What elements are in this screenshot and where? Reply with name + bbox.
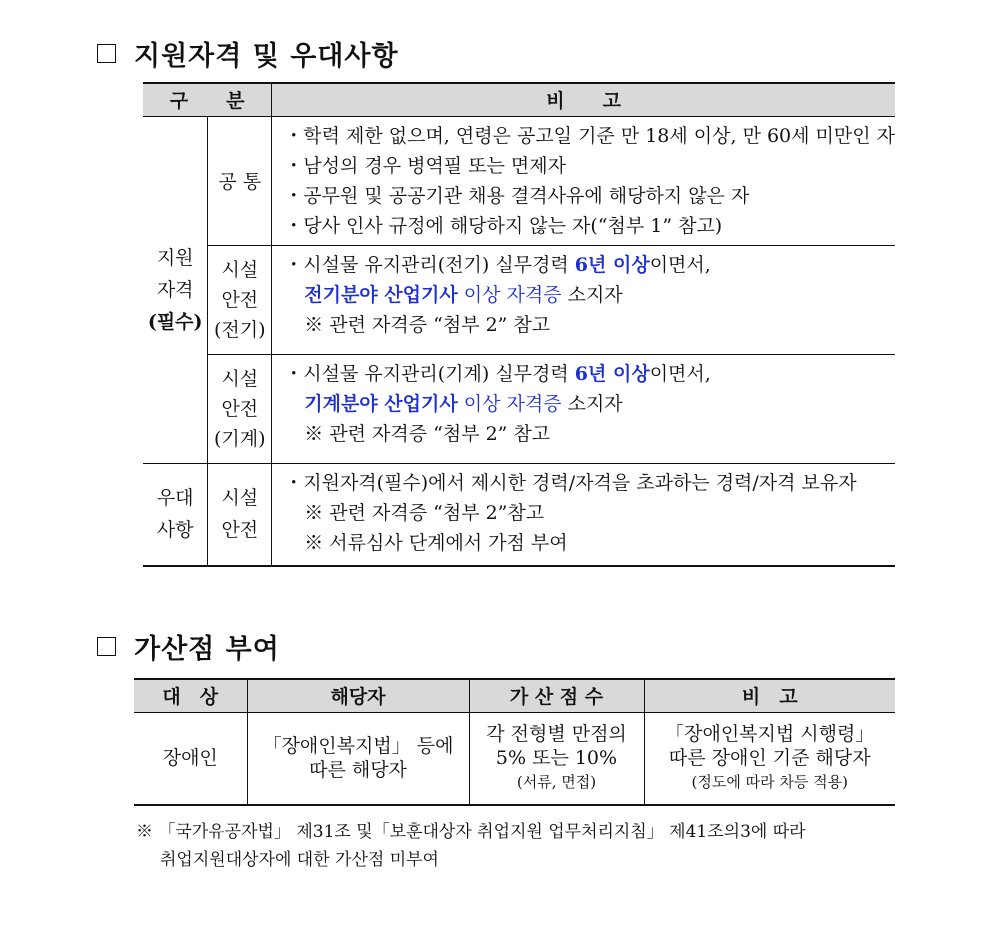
table-header-row	[134, 679, 895, 712]
list-item: ・학력 제한 없으며, 연령은 공고일 기준 만 18세 이상, 만 60세 미만인 자	[284, 124, 895, 147]
section-title-text: 가산점 부여	[134, 634, 280, 665]
label-mechanical: 시설 안전 (기계)	[208, 354, 272, 463]
qualifications-table	[143, 82, 895, 567]
list-item: ・당사 인사 규정에 해당하지 않는 자(“첨부 1” 참고)	[284, 214, 723, 237]
label-electric: 시설 안전 (전기)	[208, 245, 272, 354]
list-item: ・시설물 유지관리(기계) 실무경력 6년 이상이면서,	[284, 362, 711, 385]
group-required: 지원 자격 (필수)	[143, 116, 208, 463]
list-item: ※ 관련 자격증 “첨부 2” 참고	[304, 422, 551, 445]
list-item: ・시설물 유지관리(전기) 실무경력 6년 이상이면서,	[284, 253, 711, 276]
group-preferred: 우대 사항	[143, 463, 208, 566]
section-title-bonus	[97, 627, 280, 666]
cell-eligible: 「장애인복지법」 등에 따른 해당자	[247, 712, 469, 805]
list-item: ※ 관련 자격증 “첨부 2”참고	[304, 501, 545, 524]
label-common: 공 통	[208, 116, 272, 245]
table-row-mechanical	[143, 354, 895, 463]
header-points: 가 산 점 수	[469, 679, 644, 712]
header-remarks: 비 고	[272, 83, 895, 116]
table-row-common	[143, 116, 895, 245]
section-title-text: 지원자격 및 우대사항	[134, 41, 399, 72]
cell-points: 각 전형별 만점의 5% 또는 10% (서류, 면접)	[469, 712, 644, 805]
checkbox-square-icon	[97, 637, 116, 656]
list-item: ※ 서류심사 단계에서 가점 부여	[304, 531, 568, 554]
table-header-row	[143, 83, 895, 116]
table-row-electric	[143, 245, 895, 354]
header-target: 대 상	[134, 679, 247, 712]
cell-target: 장애인	[134, 712, 247, 805]
table-row-preferred	[143, 463, 895, 566]
list-item: 기계분야 산업기사 이상 자격증 소지자	[304, 392, 623, 415]
electric-requirements	[272, 245, 895, 354]
list-item: 전기분야 산업기사 이상 자격증 소지자	[304, 283, 623, 306]
list-item: ・남성의 경우 병역필 또는 면제자	[284, 154, 566, 177]
list-item: ※ 관련 자격증 “첨부 2” 참고	[304, 313, 551, 336]
table-row	[134, 712, 895, 805]
header-remarks: 비 고	[644, 679, 895, 712]
footnote	[136, 818, 806, 874]
label-preferred: 시설 안전	[208, 463, 272, 566]
header-category: 구 분	[143, 83, 272, 116]
list-item: ・지원자격(필수)에서 제시한 경력/자격을 초과하는 경력/자격 보유자	[284, 471, 857, 494]
common-requirements	[272, 116, 895, 245]
header-eligible: 해당자	[247, 679, 469, 712]
section-title-qualifications	[97, 34, 399, 73]
checkbox-square-icon	[97, 44, 116, 63]
bonus-table	[134, 678, 895, 806]
footnote-line: 취업지원대상자에 대한 가산점 미부여	[160, 850, 439, 870]
list-item: ・공무원 및 공공기관 채용 결격사유에 해당하지 않은 자	[284, 184, 750, 207]
mechanical-requirements	[272, 354, 895, 463]
footnote-line: ※ 「국가유공자법」 제31조 및「보훈대상자 취업지원 업무처리지침」 제41조의3에 따라	[136, 822, 806, 842]
preferred-requirements	[272, 463, 895, 566]
cell-remarks: 「장애인복지법 시행령」 따른 장애인 기준 해당자 (정도에 따라 차등 적용)	[644, 712, 895, 805]
